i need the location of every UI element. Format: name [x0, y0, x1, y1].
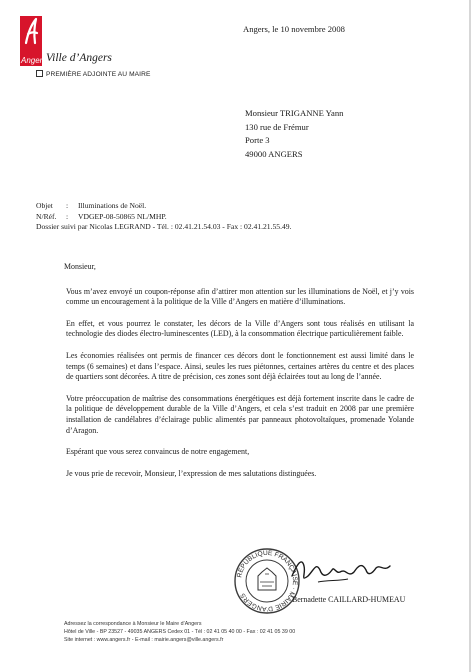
footer-line: Hôtel de Ville - BP 23527 - 49035 ANGERS Cedex 01 - Tél : 02 41 05 40 00 - Fax : 02 41 05 39 00 [64, 629, 296, 635]
object-row: Objet : Illuminations de Noël. [36, 201, 147, 210]
logo-wordmark: Angers [21, 56, 47, 65]
followup-row: Dossier suivi par Nicolas LEGRAND - Tél. : 02.41.21.54.03 - Fax : 02.41.21.55.49. [36, 222, 292, 231]
footer-line: Site internet : www.angers.fr - E-mail : mairie.angers@ville.angers.fr [64, 637, 224, 643]
recipient-street: 130 rue de Frémur [245, 121, 309, 132]
paragraph: En effet, et vous pourrez le constater, les décors de la Ville d’Angers sont tous réalisés en utilisant la technologie des diodes électro-luminescentes (LED), à la consommation électrique particulièrement faible. [66, 318, 414, 339]
recipient-unit: Porte 3 [245, 135, 270, 145]
salutation: Monsieur, [64, 262, 96, 271]
paragraph: Espérant que vous serez convaincus de notre engagement, [66, 447, 250, 457]
paragraph: Vous m’avez envoyé un coupon-réponse afin d’attirer mon attention sur les illuminations de Noël, et j’y vois comme un encouragement à la politique de la Ville d’Angers en matière d’illuminations. [66, 286, 414, 307]
paragraph: Les économies réalisées ont permis de financer ces décors dont le fonctionnement est aussi limité dans le temps (6 semaines) et dans l’espace. Ainsi, seules les rues piétonnes, certaines artères du centre et des places de quartiers sont décorées. A titre de précision, ces zones sont déjà éclairées tout au long de l’année. [66, 350, 414, 382]
paragraph: Je vous prie de recevoir, Monsieur, l’expression de mes salutations distinguées. [66, 468, 317, 478]
recipient-address [245, 107, 343, 161]
recipient-city: 49000 ANGERS [245, 148, 303, 159]
letter-date: Angers, le 10 novembre 2008 [243, 24, 345, 34]
paragraph: Votre préoccupation de maîtrise des consommations énergétiques est déjà fortement inscrite dans le cadre de la politique de développement durable de la Ville d’Angers, et cela s’est traduit en 2008 par une première installation de candélabres d’éclairage public alimentés par panneaux photovoltaïques, promenade Yolande d’Aragon. [66, 393, 414, 435]
city-name: Ville d’Angers [46, 52, 112, 64]
signer-name: Bernadette CAILLARD-HUMEAU [292, 595, 406, 604]
stamp-text: RÉPUBLIQUE FRANÇAISE · MAIRIE D’ANGERS [236, 549, 299, 613]
deputy-title: PREMIÈRE ADJOINTE AU MAIRE [36, 70, 150, 78]
footer-line: Adressez la correspondance à Monsieur le Maire d’Angers [64, 621, 202, 627]
angers-a-logo-icon [22, 17, 40, 45]
reference-block [36, 201, 292, 233]
square-icon [36, 70, 43, 77]
letter-body [66, 262, 414, 490]
handwritten-signature-icon [288, 552, 394, 592]
recipient-name: Monsieur TRIGANNE Yann [245, 108, 344, 118]
reference-row: N/Réf. : VDGEP-08-50865 NL/MHP. [36, 211, 167, 221]
letter-footer [64, 620, 295, 644]
